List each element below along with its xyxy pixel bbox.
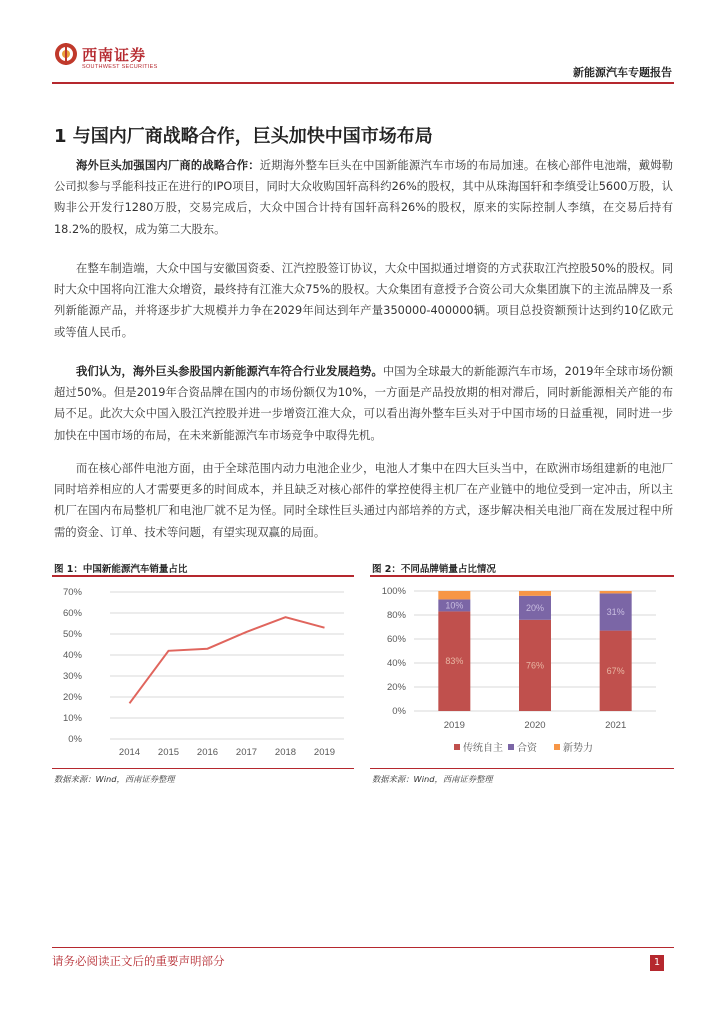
data-label: 31% xyxy=(606,607,625,617)
figure-2-title: 图 2：不同品牌销量占比情况 xyxy=(372,564,496,575)
y-tick-label: 80% xyxy=(386,610,406,621)
figure-2-bottom-divider xyxy=(370,768,674,769)
legend-label: 合资 xyxy=(517,743,537,754)
legend-swatch xyxy=(508,744,514,750)
y-tick-label: 100% xyxy=(381,586,406,597)
footer-disclaimer: 请务必阅读正文后的重要声明部分 xyxy=(52,954,225,968)
paragraph-3 xyxy=(54,361,673,446)
y-tick-label: 60% xyxy=(386,634,406,645)
paragraph-3-body: 中国为全球最大的新能源汽车市场，2019年全球市场份额超过50%。但是2019年合资品牌在国内的市场份额仅为10%，一方面是产品投放期的相对滞后，同时新能源相关产能的布局不足。此次大众中国入股江汽控股并进一步增资江淮大众，可以看出海外整车巨头对于中国市场的日益重视，同时进一步加快在中国市场的布局，在未来新能源汽车市场竞争中取得先机。 xyxy=(54,365,673,442)
figure-1-title: 图 1：中国新能源汽车销量占比 xyxy=(54,564,188,575)
bar-segment xyxy=(438,591,470,599)
paragraph-1-lead: 海外巨头加强国内厂商的战略合作： xyxy=(76,159,260,172)
y-tick-label: 10% xyxy=(62,713,82,724)
data-label: 10% xyxy=(445,600,464,611)
legend-swatch xyxy=(454,744,460,750)
paragraph-1 xyxy=(54,155,673,240)
line-series xyxy=(130,617,325,703)
paragraph-3-lead: 我们认为，海外巨头参股国内新能源汽车符合行业发展趋势。 xyxy=(76,365,383,378)
y-tick-label: 60% xyxy=(62,608,82,619)
figure-1-bottom-divider xyxy=(52,768,354,769)
x-tick-label: 2021 xyxy=(605,720,627,731)
paragraph-1-body: 近期海外整车巨头在中国新能源汽车市场的布局加速。在核心部件电池端，戴姆勒公司拟参与孚能科技正在进行的IPO项目，同时大众收购国轩高科约26%的股权，其中从珠海国轩和李缜受让5600万股，认购非公开发行1280万股，交易完成后，大众中国合计持有国轩高科26%的股权，原来的实际控制人李缜，在交易后持有18.2%的股权，成为第二大股东。 xyxy=(54,159,673,236)
figure-2-source: 数据来源：Wind，西南证券整理 xyxy=(372,774,493,784)
data-label: 83% xyxy=(445,656,464,667)
y-tick-label: 50% xyxy=(62,629,82,640)
x-tick-label: 2019 xyxy=(443,720,465,731)
paragraph-4: 而在核心部件电池方面，由于全球范围内动力电池企业少，电池人才集中在四大巨头当中，在欧洲市场组建新的电池厂同时培养相应的人才需要更多的时间成本，并且缺乏对核心部件的掌控使得主机厂在产业链中的地位受到一定冲击，所以主机厂在国内布局整机厂和电池厂就不足为怪。同时全球性巨头通过内部培养的方式，逐步解决相关电池厂商在发展过程中所需的资金、订单、技术等问题，有望实现双赢的局面。 xyxy=(54,462,673,539)
bar-segment xyxy=(600,591,632,593)
y-tick-label: 0% xyxy=(392,706,406,717)
x-tick-label: 2015 xyxy=(157,747,180,758)
logo-text: 西南证券 xyxy=(82,46,147,64)
x-tick-label: 2017 xyxy=(235,747,258,758)
y-tick-label: 40% xyxy=(386,658,406,669)
data-label: 20% xyxy=(525,602,545,613)
y-tick-label: 70% xyxy=(62,587,82,598)
section-title: 1 与国内厂商战略合作，巨头加快中国市场布局 xyxy=(54,126,433,147)
x-tick-label: 2018 xyxy=(274,747,297,758)
y-tick-label: 20% xyxy=(62,692,82,703)
x-tick-label: 2019 xyxy=(313,747,336,758)
y-tick-label: 40% xyxy=(62,650,82,661)
figure-1-source: 数据来源：Wind，西南证券整理 xyxy=(54,774,175,784)
footer-divider xyxy=(52,947,674,948)
data-label: 76% xyxy=(525,660,545,671)
logo-subtext: SOUTHWEST SECURITIES xyxy=(82,64,158,70)
figure-2-divider xyxy=(370,575,674,577)
figure-2-chart xyxy=(370,580,674,766)
data-label: 67% xyxy=(606,665,625,676)
paragraph-2: 在整车制造端，大众中国与安徽国资委、江汽控股签订协议，大众中国拟通过增资的方式获取江汽控股50%的股权。同时大众中国将向江淮大众增资，最终持有江淮大众75%的股权。大众集团有意授予合资公司大众集团旗下的主流品牌及一系列新能源产品，并将逐步扩大规模并力争在2029年间达到年产量350000-400000辆。项目总投资额预计达到约10亿欧元或等值人民币。 xyxy=(54,262,673,339)
figure-1-divider xyxy=(52,575,354,577)
legend-label: 传统自主 xyxy=(463,743,503,754)
header-divider xyxy=(52,82,674,84)
y-tick-label: 20% xyxy=(386,682,406,693)
logo-icon xyxy=(54,42,78,66)
page-number: 1 xyxy=(650,955,664,971)
report-type: 新能源汽车专题报告 xyxy=(573,66,672,79)
x-tick-label: 2020 xyxy=(524,720,546,731)
figure-1-chart xyxy=(52,580,354,766)
y-tick-label: 30% xyxy=(62,671,82,682)
bar-segment xyxy=(519,591,551,596)
y-tick-label: 0% xyxy=(68,734,82,745)
legend-swatch xyxy=(554,744,560,750)
x-tick-label: 2016 xyxy=(196,747,219,758)
legend-label: 新势力 xyxy=(563,743,593,754)
x-tick-label: 2014 xyxy=(118,747,141,758)
